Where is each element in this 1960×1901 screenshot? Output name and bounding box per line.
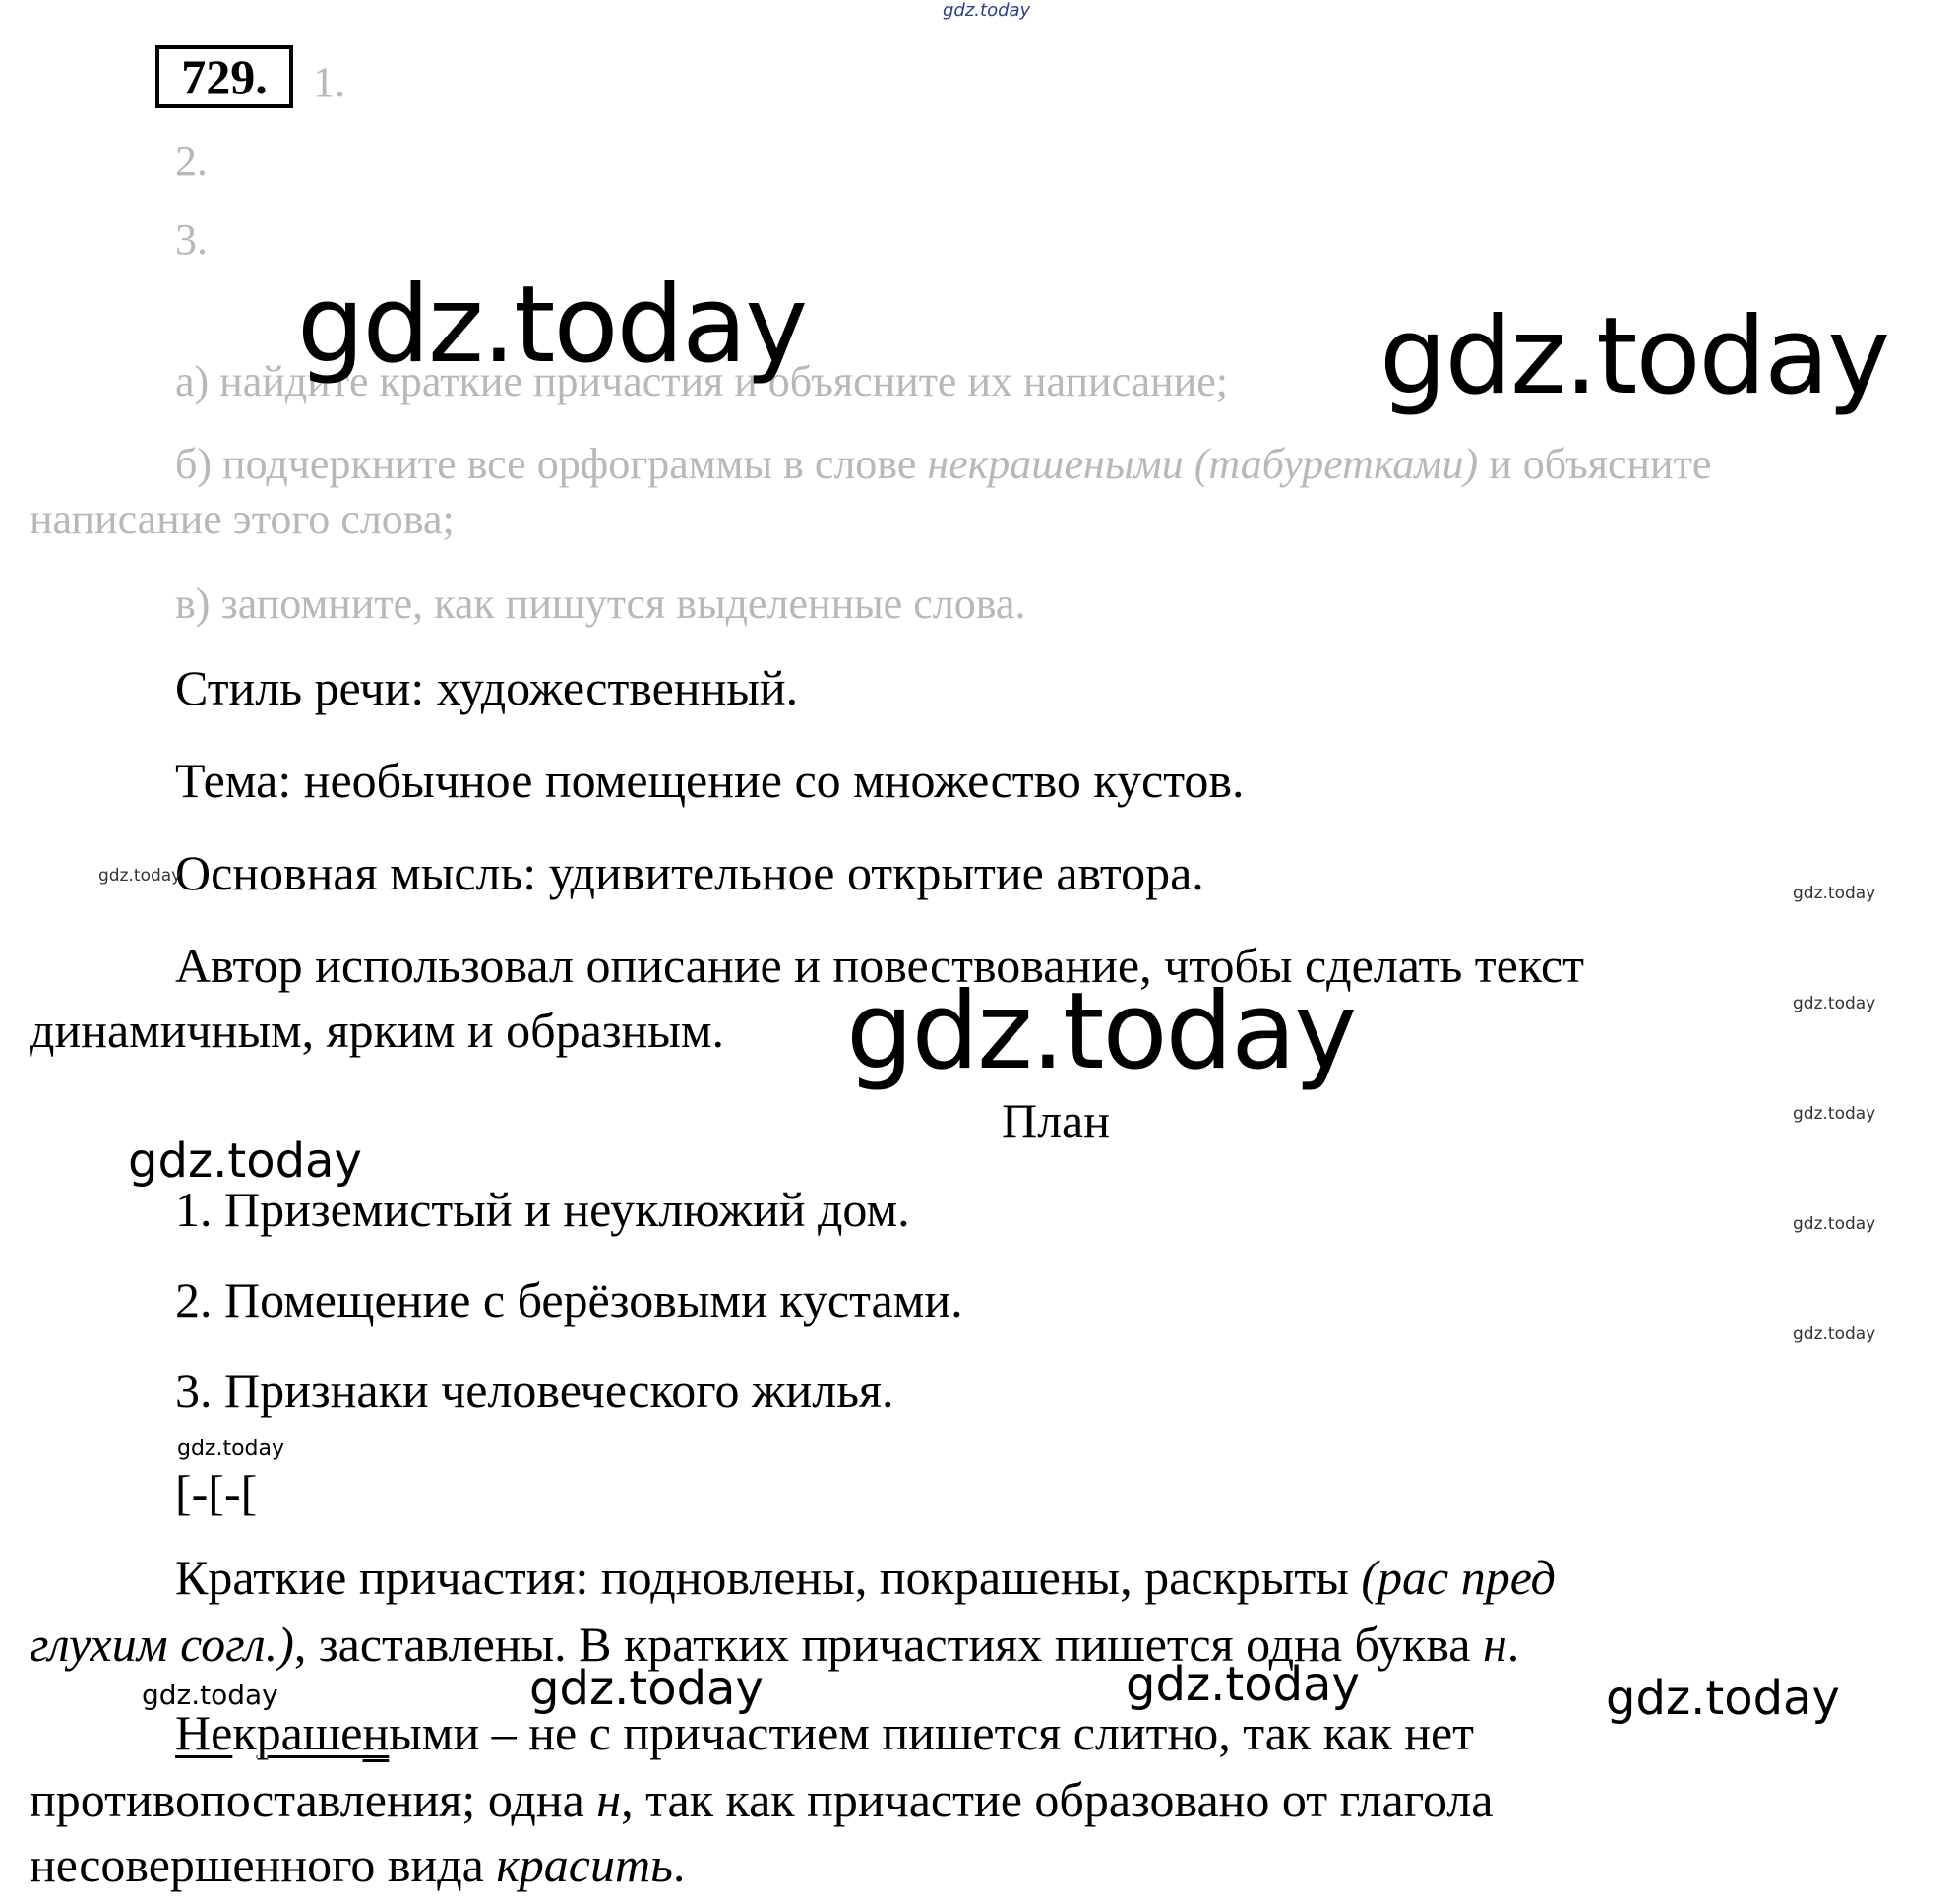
nekrashenymi-line1: Некрашеными – не с причастием пишется слитно, так как нет — [175, 1705, 1475, 1760]
plan-item-3: 3. Признаки человеческого жилья. — [175, 1363, 894, 1418]
short-participles-line1: Краткие причастия: подновлены, покрашены, раскрыты (рас пред — [175, 1550, 1556, 1605]
speech-style: Стиль речи: художественный. — [175, 660, 799, 715]
nekrashenymi-line2: противопоставления; одна н, так как причастие образовано от глагола — [30, 1772, 1494, 1827]
watermark-tiny-right-2: gdz.today — [1793, 994, 1876, 1013]
watermark-small-left: gdz.today — [142, 1679, 278, 1711]
theme: Тема: необычное помещение со множество кустов. — [175, 753, 1245, 808]
task-b: б) подчеркните все орфограммы в слове некрашеными (табуретками) и объясните — [175, 440, 1712, 488]
watermark-large-3: gdz.today — [846, 970, 1356, 1093]
watermark-medium-4: gdz.today — [1606, 1671, 1840, 1726]
task-a: а) найдите краткие причастия и объясните их написание; — [175, 357, 1229, 405]
plan-item-1: 1. Приземистый и неуклюжий дом. — [175, 1182, 910, 1237]
task-v: в) запомните, как пишутся выделенные слова. — [175, 580, 1026, 628]
watermark-tiny-right-4: gdz.today — [1793, 1214, 1876, 1234]
watermark-small-scheme: gdz.today — [177, 1437, 285, 1461]
watermark-tiny-left: gdz.today — [98, 866, 182, 886]
short-participles-line2: глухим согл.), заставлены. В кратких причастиях пишется одна буква н. — [30, 1617, 1520, 1672]
plan-item-2: 2. Помещение с берёзовыми кустами. — [175, 1272, 963, 1327]
watermark-tiny-right-1: gdz.today — [1793, 884, 1876, 903]
task-b-line2: написание этого слова; — [30, 495, 455, 543]
task-number-1: 1. — [313, 58, 345, 106]
main-idea: Основная мысль: удивительное открытие автора. — [175, 845, 1204, 900]
watermark-top: gdz.today — [943, 0, 1031, 21]
task-number-2: 2. — [175, 137, 208, 185]
exercise-number: 729. — [155, 45, 293, 108]
sentence-scheme: [-[-[ — [175, 1465, 258, 1520]
author-text-line2: динамичным, ярким и образным. — [30, 1003, 725, 1058]
watermark-medium-3: gdz.today — [1126, 1657, 1360, 1712]
watermark-large-1: gdz.today — [297, 264, 807, 387]
watermark-medium-1: gdz.today — [128, 1134, 362, 1189]
plan-title: План — [1002, 1093, 1111, 1148]
watermark-tiny-right-5: gdz.today — [1793, 1324, 1876, 1344]
nekrashenymi-line3: несовершенного вида красить. — [30, 1837, 686, 1892]
task-number-3: 3. — [175, 215, 208, 264]
author-text-line1: Автор использовал описание и повествование, чтобы сделать текст — [175, 938, 1584, 993]
watermark-medium-2: gdz.today — [529, 1661, 764, 1716]
watermark-tiny-right-3: gdz.today — [1793, 1104, 1876, 1124]
watermark-large-2: gdz.today — [1379, 295, 1889, 418]
